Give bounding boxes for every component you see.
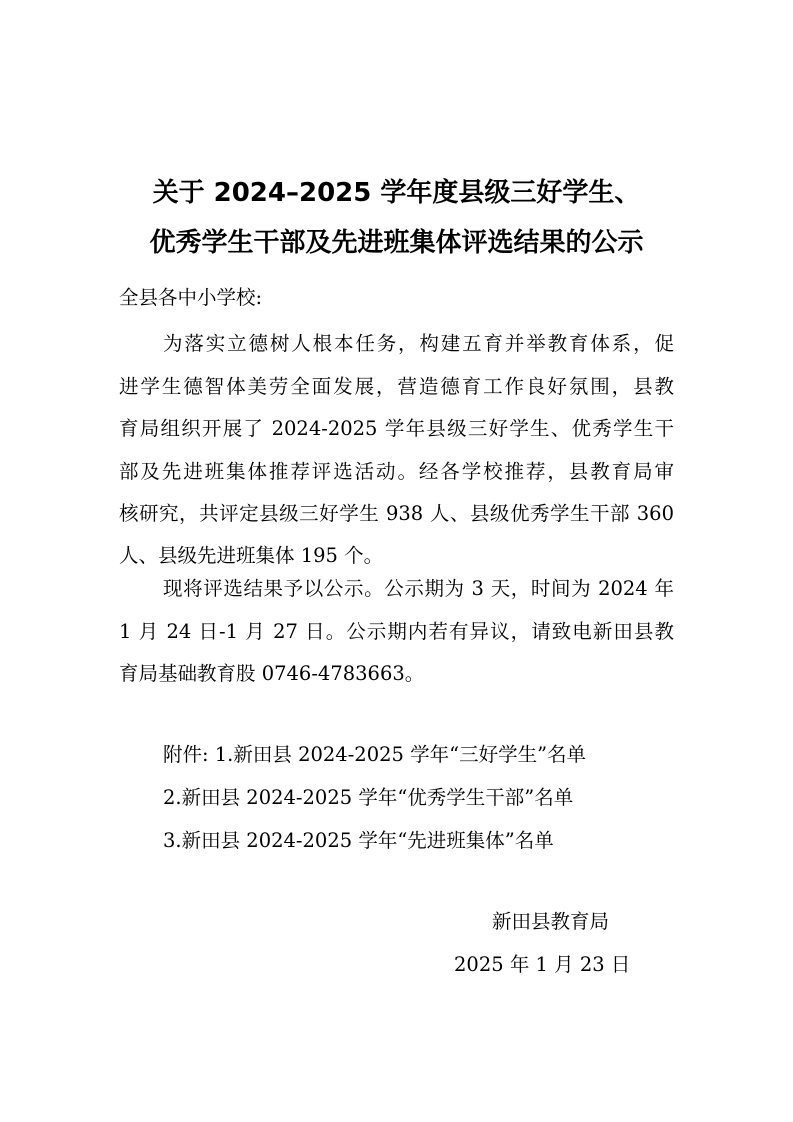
document-title-line-1: 关于 2024–2025 学年度县级三好学生、 bbox=[152, 178, 641, 208]
signature-organization: 新田县教育局 bbox=[492, 910, 610, 933]
document-title-line-2: 优秀学生干部及先进班集体评选结果的公示 bbox=[149, 228, 644, 258]
paragraph-1-line: 育局组织开展了 2024-2025 学年县级三好学生、优秀学生干 bbox=[119, 417, 674, 440]
paragraph-1-line: 进学生德智体美劳全面发展，营造德育工作良好氛围，县教 bbox=[119, 375, 674, 398]
paragraph-1-line: 为落实立德树人根本任务，构建五育并举教育体系，促 bbox=[163, 332, 674, 355]
attachment-item: 2.新田县 2024-2025 学年“优秀学生干部”名单 bbox=[163, 786, 574, 809]
paragraph-1-line: 核研究，共评定县级三好学生 938 人、县级优秀学生干部 360 bbox=[119, 502, 674, 525]
salutation: 全县各中小学校: bbox=[119, 286, 263, 309]
paragraph-1-line: 部及先进班集体推荐评选活动。经各学校推荐，县教育局审 bbox=[119, 460, 674, 483]
paragraph-2-line: 现将评选结果予以公示。公示期为 3 天，时间为 2024 年 bbox=[163, 577, 674, 600]
paragraph-1-line: 人、县级先进班集体 195 个。 bbox=[119, 544, 384, 567]
paragraph-2-line: 1 月 24 日-1 月 27 日。公示期内若有异议，请致电新田县教 bbox=[119, 620, 674, 643]
attachment-item: 3.新田县 2024-2025 学年“先进班集体”名单 bbox=[163, 829, 554, 852]
attachment-item: 附件: 1.新田县 2024-2025 学年“三好学生”名单 bbox=[163, 743, 587, 766]
signature-date: 2025 年 1 月 23 日 bbox=[454, 953, 631, 976]
paragraph-2-line: 育局基础教育股 0746-4783663。 bbox=[119, 662, 425, 685]
